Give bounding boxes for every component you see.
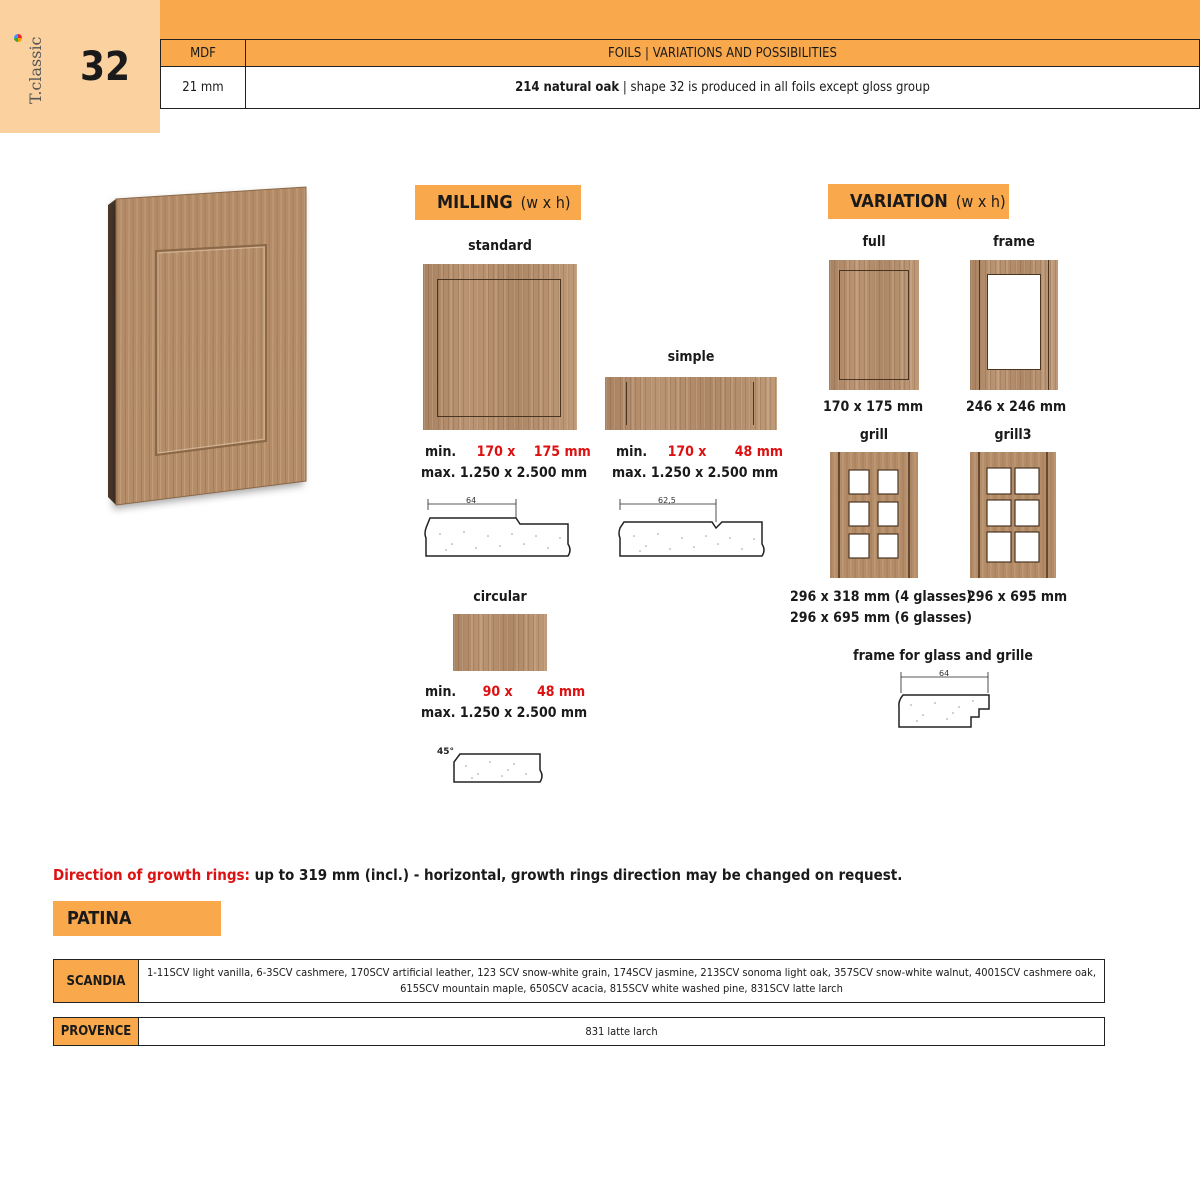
page-number: 32	[80, 44, 131, 90]
frame-glass-profile-dim: 64	[939, 669, 950, 678]
simple-min-label: min.	[616, 444, 648, 460]
variation-title: VARIATION	[850, 191, 948, 212]
scandia-label: SCANDIA	[54, 960, 139, 1003]
standard-caption: standard	[468, 238, 532, 254]
circular-profile-drawing	[434, 742, 546, 786]
grill-size-1: 296 x 318 mm (4 glasses)	[790, 589, 973, 605]
circular-caption: circular	[473, 589, 527, 605]
simple-door-image	[605, 377, 777, 430]
table-row	[54, 1018, 1105, 1046]
foils-header: FOILS | VARIATIONS AND POSSIBILITIES	[246, 40, 1200, 67]
circular-door-image	[453, 614, 547, 671]
growth-rings-note	[53, 866, 902, 884]
scandia-value: 1-11SCV light vanilla, 6-3SCV cashmere, 170SCV artificial leather, 123 SCV snow-white grain, 174SCV jasmine, 213SCV sonoma light oak, 357SCV snow-white walnut, 4001SCV cashmere oak, 615SCV mountain maple, 650SCV acacia, 815SCV white washed pine, 831SCV latte larch	[139, 960, 1105, 1003]
frame-glass-caption: frame for glass and grille	[853, 648, 1033, 664]
frame-door-image	[970, 260, 1058, 390]
circular-profile-angle: 45°	[437, 747, 455, 757]
patina-title: PATINA	[67, 908, 132, 929]
header-band	[0, 0, 1200, 40]
standard-groove	[437, 279, 561, 417]
foil-note: | shape 32 is produced in all foils except gloss group	[622, 80, 930, 95]
grill3-caption: grill3	[994, 427, 1032, 443]
full-size: 170 x 175 mm	[823, 399, 924, 415]
circular-min	[425, 684, 585, 700]
circular-min-h: 48 mm	[537, 684, 586, 700]
grill-caption: grill	[859, 427, 889, 443]
provence-value: 831 latte larch	[139, 1018, 1105, 1046]
simple-max: max. 1.250 x 2.500 mm	[612, 465, 779, 481]
brand-dot-icon	[14, 34, 22, 42]
circular-max: max. 1.250 x 2.500 mm	[421, 705, 588, 721]
patina-provence-table	[53, 1017, 1105, 1046]
table-row	[54, 960, 1105, 1003]
standard-max: max. 1.250 x 2.500 mm	[421, 465, 588, 481]
growth-rings-text: up to 319 mm (incl.) - horizontal, growth rings direction may be changed on request.	[254, 866, 903, 884]
variation-tag	[828, 184, 1009, 219]
simple-profile-drawing	[612, 494, 767, 564]
provence-label: PROVENCE	[54, 1018, 139, 1046]
patina-tag	[53, 901, 221, 936]
frame-glass-profile-drawing	[893, 667, 995, 731]
frame-stile-right	[1048, 260, 1049, 390]
patina-scandia-table	[53, 959, 1105, 1003]
frame-caption: frame	[993, 234, 1035, 250]
full-groove	[839, 270, 909, 380]
simple-min	[616, 444, 783, 460]
frame-stile-left	[979, 260, 980, 390]
standard-min-w: 170 x	[476, 444, 516, 460]
milling-title: MILLING	[437, 192, 513, 213]
grill-door-image	[830, 452, 918, 578]
spec-table	[160, 39, 1200, 109]
standard-min	[425, 444, 591, 460]
simple-groove-left	[626, 382, 627, 425]
grill3-door-image	[970, 452, 1056, 578]
door-photo	[100, 185, 312, 515]
simple-profile-dim: 62,5	[658, 496, 676, 505]
grill3-size: 296 x 695 mm	[967, 589, 1068, 605]
circular-min-label: min.	[425, 684, 457, 700]
milling-tag	[415, 185, 581, 220]
variation-subtitle: (w x h)	[955, 192, 1006, 211]
grill-size-2: 296 x 695 mm (6 glasses)	[790, 610, 973, 626]
simple-groove-right	[753, 382, 754, 425]
standard-door-image	[423, 264, 577, 430]
foil-name: 214 natural oak	[515, 80, 620, 95]
thickness-value: 21 mm	[161, 67, 246, 109]
frame-size: 246 x 246 mm	[966, 399, 1067, 415]
circular-min-w: 90 x	[482, 684, 513, 700]
simple-min-h: 48 mm	[734, 444, 783, 460]
standard-profile-dim: 64	[466, 496, 477, 505]
brand-text: T.classic	[26, 36, 45, 104]
frame-glass-opening	[987, 274, 1041, 370]
growth-rings-label: Direction of growth rings:	[53, 866, 250, 884]
simple-min-w: 170 x	[667, 444, 707, 460]
simple-caption: simple	[667, 349, 715, 365]
brand-logo	[8, 32, 45, 104]
foil-info	[246, 67, 1200, 109]
full-caption: full	[862, 234, 886, 250]
standard-min-label: min.	[425, 444, 457, 460]
full-door-image	[829, 260, 919, 390]
milling-subtitle: (w x h)	[520, 193, 571, 212]
standard-min-h: 175 mm	[533, 444, 591, 460]
mdf-header: MDF	[161, 40, 246, 67]
standard-profile-drawing	[420, 494, 575, 564]
